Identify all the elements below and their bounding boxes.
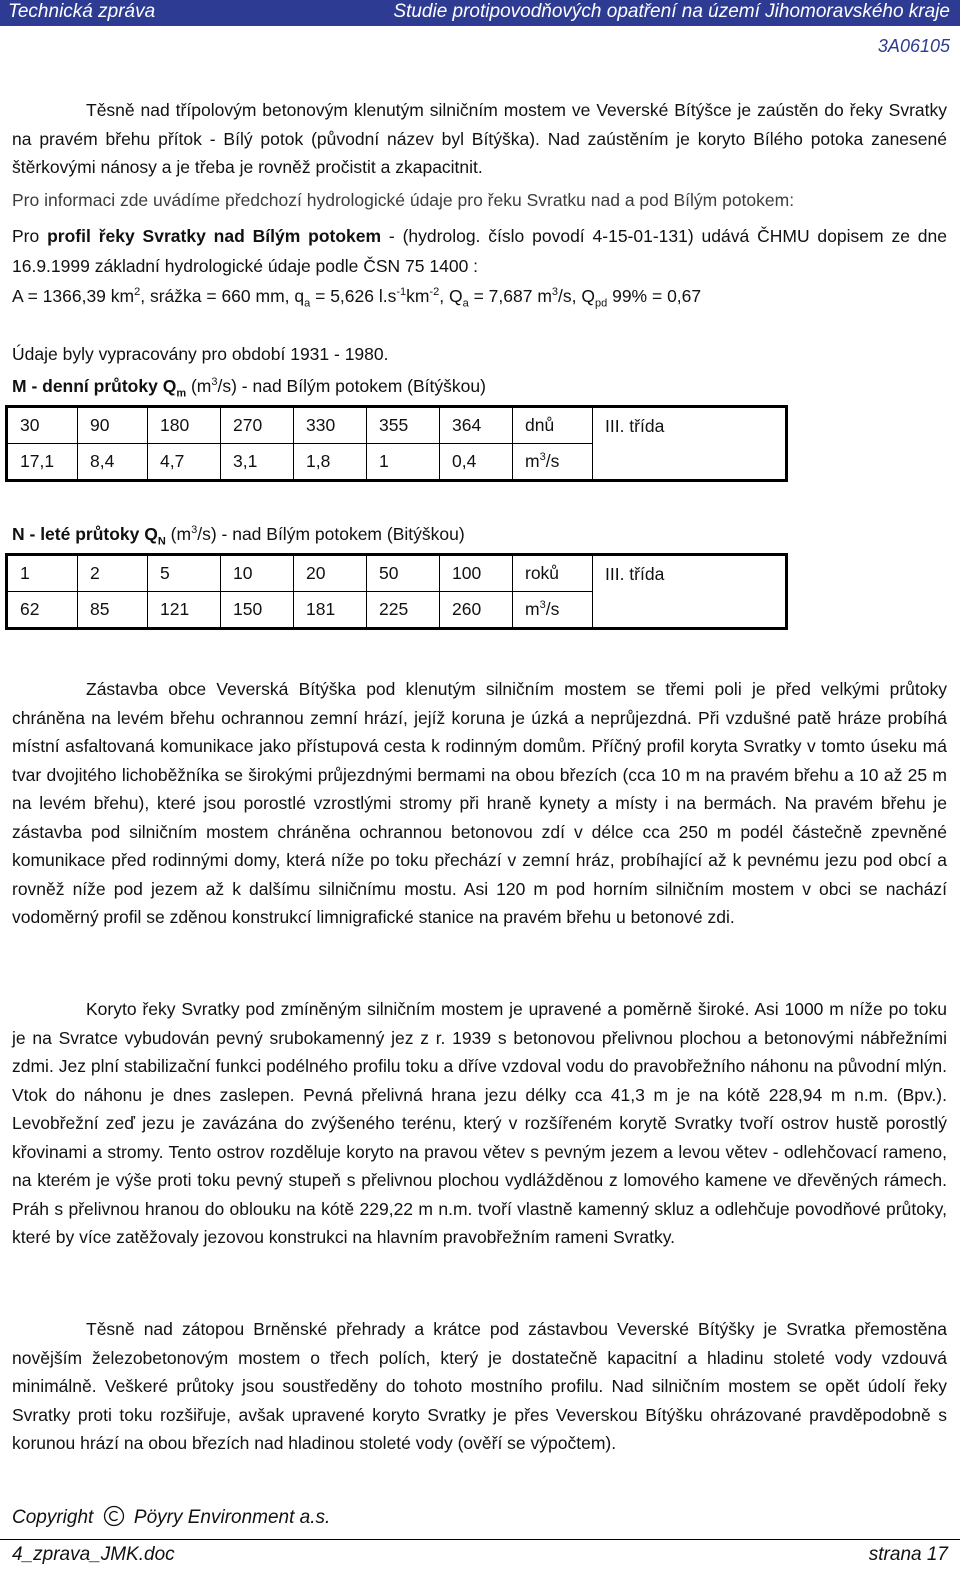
company-name: Pöyry Environment a.s. [133,1507,331,1528]
table-cell: 225 [367,592,440,629]
page-header [0,0,960,26]
table-cell: 3,1 [221,444,294,481]
m-table-title: M - denní průtoky $Q_m$ $(m^3/s)$ - nad Bílým potokem (Bítýškou) [12,376,486,400]
table-cell: 20 [294,555,367,592]
table-cell: 30 [7,407,78,444]
table-cell: 1,8 [294,444,367,481]
table-cell: 150 [221,592,294,629]
table-cell: 5 [148,555,221,592]
unit-cell: $m^3/s$ [513,444,593,481]
table-cell: 270 [221,407,294,444]
page-number: strana 17 [868,1544,948,1565]
hydro-values-line: A = 1366,39 $km^2$, srážka = 660 mm, $q_a = 5,626$ $l.s^{-1}km^{-2}$, $Q_a = 7,687$ $m^3/s$, $Q_{pd}$ 99% = 0,67 [12,286,702,310]
table-cell: 50 [367,555,440,592]
profile-paragraph: Pro profil řeky Svratky nad Bílým potokem - (hydrolog. číslo povodí 4-15-01-131) udává ČHMU dopisem ze dne 16.9.1999 základní hydrologické údaje podle ČSN 75 1400 : [12,226,947,276]
table-cell: 364 [440,407,513,444]
table-cell: 100 [440,555,513,592]
header-left-title: Technická zpráva [8,1,156,22]
copyright-symbol-icon [103,1505,125,1527]
table-cell: roků [513,555,593,592]
body-paragraph-3: Těsně nad zátopou Brněnské přehrady a krátce pod zástavbou Veverské Bítýšky je Svratka přemostěna novějším železobetonovým mostem o třech polích, který je dostatečně kapacitní a hladinu stoleté vody vzdouvá minimálně. Veškeré průtoky jsou soustředěny do tohoto mostního profilu. Nad silničním mostem se opět údolí řeky Svratky proti toku rozšiřuje, avšak upravené koryto Svratky je přes Veverskou Bítýšku ohrázované pravděpodobně s korunou hrází na obou březích nad hladinou stoleté vody (ověří se výpočtem). [12,1319,947,1453]
table-cell: 90 [78,407,148,444]
table-cell: 1 [367,444,440,481]
n-table-title: N - leté průtoky $Q_N$ $(m^3/s)$ - nad Bílým potokem (Bitýškou) [12,524,465,548]
class-cell: III. třída [605,416,665,436]
n-flow-table [5,553,788,630]
body-paragraph-2: Koryto řeky Svratky pod zmíněným silničním mostem je upravené a poměrně široké. Asi 1000 m níže po toku je na Svratce vybudován pevný srubokamenný jez z r. 1939 s betonovou přelivnou plochou a betonovými nábřežními zdmi. Jez plní stabilizační funkci podélného profilu toku a dříve vzdoval vodu do pravobřežního náhonu na původní mlýn. Vtok do náhonu je dnes zaslepen. Pevná přelivná hrana jezu délky cca 41,3 m je na kótě 228,94 m n.m. (Bpv.). Levobřežní zeď jezu je zavázána do zvýšeného terénu, který v rozšířeném korytě Svratky tvoří ostrov hustě porostlý křovinami a stromy. Tento ostrov rozděluje koryto na pravou větev s pevným jezem a levou větev - odlehčovací rameno, na kterém je výše proti toku pevný stupeň s přelivnou plochou vydlážděnou z lomového kamene ve dřevěných rámech. Práh s přelivnou hranou do oblouku na kótě 229,22 m n.m. tvoří vlastně kamenný skluz a odlehčuje povodňové průtoky, které by více zatěžovaly jezovou konstrukci na hlavním pravobřežním rameni Svratky. [12,999,947,1247]
document-id: 3A06105 [877,36,950,56]
table-cell: 85 [78,592,148,629]
table-cell: 180 [148,407,221,444]
table-cell: 355 [367,407,440,444]
table-cell: 330 [294,407,367,444]
intro-paragraph: Těsně nad třípolovým betonovým klenutým silničním mostem ve Veverské Bítýšce je zaústěn do řeky Svratky na pravém břehu přítok - Bílý potok (původní název byl Bítýška). Nad zaústěním je koryto Bílého potoka zanesené štěrkovými nánosy a je třeba je rovněž pročistit a zkapacitnit. [12,100,947,177]
table-cell: 10 [221,555,294,592]
table-cell: 2 [78,555,148,592]
table-cell: 260 [440,592,513,629]
footer-divider [0,1539,960,1540]
m-flow-table [5,405,788,482]
table-cell: dnů [513,407,593,444]
class-cell: III. třída [605,564,665,584]
period-note: Údaje byly vypracovány pro období 1931 - 1980. [12,344,389,364]
table-cell: 4,7 [148,444,221,481]
table-cell: 17,1 [7,444,78,481]
table-cell: 0,4 [440,444,513,481]
table-cell: 1 [7,555,78,592]
table-cell: 181 [294,592,367,629]
body-paragraph-1: Zástavba obce Veverská Bítýška pod klenutým silničním mostem se třemi poli je před velkými průtoky chráněna na levém břehu ochrannou zemní hrází, jejíž koruna je úzká a neprůjezdná. Při vzdušné patě hráze probíhá místní asfaltovaná komunikace jako přístupová cesta k rodinným domům. Příčný profil koryta Svratky v tomto úseku má tvar dvojitého lichoběžníka se širokými průjezdnými bermami na obou březích (cca 10 m na pravém břehu a 10 až 25 m na levém břehu), které jsou porostlé vzrostlými stromy při hraně kynety a místy i na bermách. Na pravém břehu je zástavba pod silničním mostem chráněna ochrannou betonovou zdí v délce cca 250 m podél částečně zpevněné komunikace před rodinnými domy, která níže po toku přechází v zemní hráz, probíhající až k pevnému jezu pod obcí a rovněž níže pod jezem až k dalšímu silničnímu mostu. Asi 120 m pod horním silničním mostem v obci se nachází vodoměrný profil se zděnou konstrukcí limnigrafické stanice na pravém břehu u betonové zdi. [12,679,947,927]
table-cell: 121 [148,592,221,629]
header-right-title: Studie protipovodňových opatření na území Jihomoravského kraje [393,1,950,22]
hydro-info-paragraph: Pro informaci zde uvádíme předchozí hydrologické údaje pro řeku Svratku nad a pod Bílým potokem: [12,190,795,210]
table-row [7,555,787,592]
profile-name: profil řeky Svratky nad Bílým potokem [47,226,382,246]
table-cell: 62 [7,592,78,629]
footer-filename: 4_zprava_JMK.doc [12,1544,175,1565]
table-cell: 8,4 [78,444,148,481]
table-row [7,407,787,444]
unit-cell: $m^3/s$ [513,592,593,629]
copyright-notice: Copyright Pöyry Environment a.s. [12,1507,331,1528]
